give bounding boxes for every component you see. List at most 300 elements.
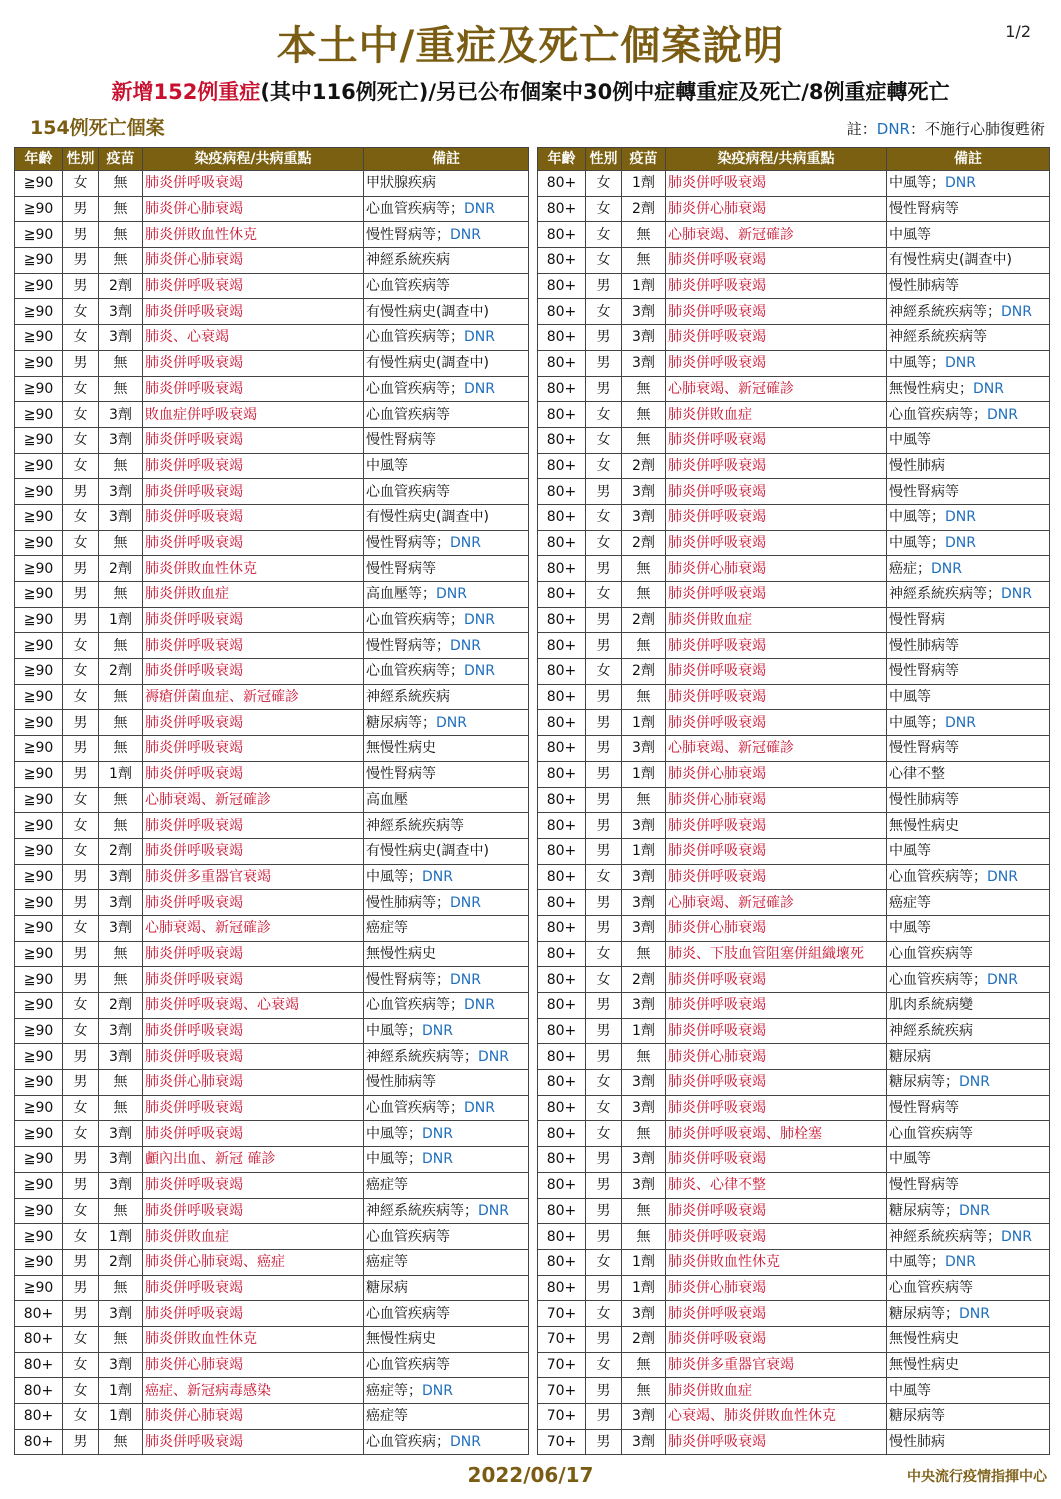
- cell-age-text: 70+: [546, 1434, 577, 1451]
- cell-remark-text: 神經系統疾病: [366, 252, 450, 269]
- cell-remark: [887, 1326, 1050, 1352]
- cell-age-text: 80+: [23, 1382, 54, 1399]
- cell-remark: [887, 1275, 1050, 1301]
- cell-vaccine: [99, 1147, 143, 1173]
- cell-vaccine: [99, 402, 143, 428]
- col-sex: 性別: [586, 148, 622, 171]
- cell-remark: [364, 1121, 529, 1147]
- cell-course: [143, 1378, 364, 1404]
- cell-course-text: 肺炎併心肺衰竭: [668, 1279, 766, 1296]
- cell-vaccine-text: 無: [113, 457, 128, 474]
- cell-vaccine-text: 2劑: [632, 457, 655, 474]
- cell-course-text: 肺炎、心衰竭: [145, 329, 229, 346]
- cell-age-text: 80+: [23, 1305, 54, 1322]
- cell-remark: [887, 1378, 1050, 1404]
- cell-sex: [63, 915, 99, 941]
- cell-vaccine-text: 3劑: [109, 432, 132, 449]
- cell-age-text: ≧90: [23, 226, 54, 243]
- cell-remark-text: 慢性腎病等；: [366, 971, 450, 988]
- table-row: [538, 1198, 1050, 1224]
- dnr-tag: DNR: [450, 1434, 481, 1451]
- cell-sex-text: 女: [73, 175, 88, 192]
- table-row: [538, 684, 1050, 710]
- cell-age-text: 80+: [23, 1331, 54, 1348]
- cell-sex: [63, 684, 99, 710]
- cell-remark: [364, 299, 529, 325]
- cell-course-text: 肺炎併心肺衰竭: [668, 201, 766, 218]
- cell-vaccine: [99, 325, 143, 351]
- cell-course: [143, 479, 364, 505]
- cell-vaccine: [622, 659, 666, 685]
- cell-sex-text: 男: [73, 1074, 88, 1091]
- cell-remark: [364, 684, 529, 710]
- cell-age: [538, 376, 586, 402]
- cell-course: [143, 1018, 364, 1044]
- note-suffix: ：不施行心肺復甦術: [909, 120, 1045, 138]
- table-row: [15, 248, 529, 274]
- cell-course: [666, 967, 887, 993]
- cell-remark-text: 慢性腎病: [889, 612, 945, 629]
- cell-age: [538, 1275, 586, 1301]
- table-row: [15, 299, 529, 325]
- cell-remark-text: 無慢性病史: [889, 1331, 959, 1348]
- col-age: 年齡: [538, 148, 586, 171]
- cell-age-text: 80+: [546, 201, 577, 218]
- cell-age-text: ≧90: [23, 175, 54, 192]
- col-remark: 備註: [364, 148, 529, 171]
- cell-vaccine-text: 3劑: [109, 1356, 132, 1373]
- cell-remark: [887, 1147, 1050, 1173]
- cell-age: [538, 582, 586, 608]
- cell-vaccine: [622, 248, 666, 274]
- cell-sex-text: 男: [73, 355, 88, 372]
- cell-course-text: 肺炎併呼吸衰竭: [145, 894, 243, 911]
- table-row: [15, 761, 529, 787]
- cell-remark: [887, 1121, 1050, 1147]
- cell-remark-text: 心血管疾病等；: [889, 868, 987, 885]
- cell-vaccine: [622, 427, 666, 453]
- cell-remark-text: 有慢性病史(調查中): [366, 509, 489, 526]
- cell-sex-text: 男: [596, 766, 611, 783]
- cell-vaccine-text: 無: [113, 637, 128, 654]
- cell-sex: [63, 1198, 99, 1224]
- cell-sex: [63, 1301, 99, 1327]
- cell-remark: [887, 1095, 1050, 1121]
- cell-vaccine-text: 無: [113, 1331, 128, 1348]
- cell-vaccine-text: 無: [113, 945, 128, 962]
- subtitle-highlight: 新增152例重症: [111, 80, 261, 104]
- cell-sex: [586, 1404, 622, 1430]
- cell-course: [666, 1352, 887, 1378]
- cell-age: [538, 1198, 586, 1224]
- dnr-tag: DNR: [945, 509, 976, 526]
- cell-age-text: 80+: [546, 355, 577, 372]
- cell-age-text: ≧90: [23, 534, 54, 551]
- cell-course: [666, 402, 887, 428]
- cell-course: [143, 1326, 364, 1352]
- cell-remark: [887, 1172, 1050, 1198]
- cell-remark: [887, 736, 1050, 762]
- cell-vaccine-text: 3劑: [632, 868, 655, 885]
- cell-remark: [364, 1249, 529, 1275]
- cell-age: [15, 890, 63, 916]
- cell-sex-text: 男: [596, 1151, 611, 1168]
- cell-remark-text: 癌症等；: [366, 1382, 422, 1399]
- cell-sex: [586, 787, 622, 813]
- cell-age-text: 80+: [546, 997, 577, 1014]
- cell-age-text: ≧90: [23, 1202, 54, 1219]
- table-row: [15, 1172, 529, 1198]
- cell-course-text: 肺炎併呼吸衰竭、肺栓塞: [668, 1125, 822, 1142]
- cell-vaccine-text: 無: [636, 689, 651, 706]
- cell-sex: [63, 171, 99, 197]
- cell-age-text: ≧90: [23, 329, 54, 346]
- table-row: [538, 222, 1050, 248]
- cell-sex: [586, 1326, 622, 1352]
- cell-remark: [364, 659, 529, 685]
- cell-vaccine-text: 無: [636, 1048, 651, 1065]
- cell-course-text: 肺炎併呼吸衰竭: [145, 1202, 243, 1219]
- cell-sex-text: 女: [73, 1202, 88, 1219]
- cell-remark-text: 無慢性病史: [366, 1331, 436, 1348]
- table-row: [15, 1429, 529, 1455]
- cell-sex-text: 女: [596, 201, 611, 218]
- dnr-tag: DNR: [464, 380, 495, 397]
- cell-remark-text: 中風等；: [889, 1254, 945, 1271]
- cell-sex-text: 女: [73, 689, 88, 706]
- cell-age: [538, 1147, 586, 1173]
- cell-age-text: ≧90: [23, 1254, 54, 1271]
- table-row: [15, 1018, 529, 1044]
- cell-remark-text: 神經系統疾病等；: [366, 1202, 478, 1219]
- table-row: [15, 222, 529, 248]
- cell-age-text: 80+: [546, 278, 577, 295]
- cell-vaccine: [622, 1429, 666, 1455]
- cell-vaccine: [99, 684, 143, 710]
- cell-vaccine-text: 無: [113, 791, 128, 808]
- cell-remark: [887, 273, 1050, 299]
- cell-sex-text: 男: [596, 894, 611, 911]
- cell-course: [666, 171, 887, 197]
- cell-sex-text: 男: [73, 1434, 88, 1451]
- cell-course: [666, 1018, 887, 1044]
- dnr-tag: DNR: [422, 1151, 453, 1168]
- cell-age-text: 80+: [546, 509, 577, 526]
- cell-age: [538, 838, 586, 864]
- cell-course: [143, 890, 364, 916]
- cell-remark-text: 慢性腎病等: [366, 432, 436, 449]
- cell-course-text: 心肺衰竭、新冠確診: [668, 894, 794, 911]
- cell-vaccine: [622, 890, 666, 916]
- dnr-tag: DNR: [478, 1048, 509, 1065]
- cell-remark: [887, 171, 1050, 197]
- cell-course: [143, 607, 364, 633]
- cell-course: [666, 813, 887, 839]
- cell-course-text: 肺炎併呼吸衰竭: [145, 483, 243, 500]
- cell-remark: [887, 427, 1050, 453]
- cell-age-text: ≧90: [23, 201, 54, 218]
- cell-sex-text: 女: [73, 406, 88, 423]
- cell-sex: [63, 479, 99, 505]
- cell-vaccine-text: 3劑: [632, 1074, 655, 1091]
- cell-vaccine-text: 無: [113, 740, 128, 757]
- cell-sex-text: 女: [596, 1254, 611, 1271]
- cell-sex-text: 女: [596, 945, 611, 962]
- cell-age-text: ≧90: [23, 714, 54, 731]
- cell-course-text: 心肺衰竭、新冠確診: [668, 226, 794, 243]
- cell-course: [666, 1301, 887, 1327]
- cell-vaccine: [99, 813, 143, 839]
- table-row: [538, 967, 1050, 993]
- cell-vaccine-text: 無: [113, 355, 128, 372]
- cell-vaccine-text: 3劑: [632, 483, 655, 500]
- cell-remark: [364, 838, 529, 864]
- cell-age-text: 80+: [546, 303, 577, 320]
- cell-vaccine: [99, 787, 143, 813]
- cell-sex-text: 女: [73, 432, 88, 449]
- cell-vaccine-text: 無: [113, 175, 128, 192]
- table-body-left: [15, 171, 529, 1455]
- cell-vaccine-text: 3劑: [109, 483, 132, 500]
- cell-course: [143, 659, 364, 685]
- table-row: [538, 171, 1050, 197]
- cell-remark: [364, 890, 529, 916]
- cell-vaccine: [622, 530, 666, 556]
- cell-vaccine: [99, 736, 143, 762]
- cell-course-text: 肺炎併呼吸衰竭: [668, 303, 766, 320]
- cell-remark: [364, 453, 529, 479]
- cell-course: [143, 273, 364, 299]
- subtitle-rest: (其中116例死亡)/另已公布個案中30例中症轉重症及死亡/8例重症轉死亡: [260, 80, 950, 104]
- cell-age-text: 80+: [546, 560, 577, 577]
- cell-vaccine-text: 2劑: [109, 278, 132, 295]
- cell-age: [538, 1378, 586, 1404]
- cell-age-text: 80+: [546, 406, 577, 423]
- table-row: [538, 325, 1050, 351]
- cell-remark-text: 神經系統疾病等: [366, 817, 464, 834]
- cell-vaccine: [622, 582, 666, 608]
- cell-course: [666, 1172, 887, 1198]
- cell-course: [666, 1326, 887, 1352]
- cell-remark-text: 慢性腎病等: [889, 1177, 959, 1194]
- cell-sex-text: 女: [596, 1356, 611, 1373]
- cell-remark-text: 肌肉系統病變: [889, 997, 973, 1014]
- cell-vaccine-text: 1劑: [632, 843, 655, 860]
- cell-course: [143, 633, 364, 659]
- cell-sex-text: 男: [596, 1228, 611, 1245]
- cell-age: [15, 607, 63, 633]
- cell-vaccine-text: 3劑: [109, 1151, 132, 1168]
- cell-vaccine-text: 無: [113, 1074, 128, 1091]
- cell-vaccine: [99, 171, 143, 197]
- cell-course-text: 肺炎併呼吸衰竭: [145, 1305, 243, 1322]
- cell-course: [143, 1070, 364, 1096]
- cell-course: [143, 736, 364, 762]
- cell-vaccine: [622, 1301, 666, 1327]
- cell-course-text: 肺炎併多重器官衰竭: [668, 1356, 794, 1373]
- cell-vaccine-text: 1劑: [632, 1279, 655, 1296]
- cell-vaccine: [99, 1378, 143, 1404]
- table-row: [538, 633, 1050, 659]
- cell-vaccine: [99, 1172, 143, 1198]
- cell-remark: [364, 376, 529, 402]
- table-row: [538, 582, 1050, 608]
- cell-age-text: 80+: [546, 1202, 577, 1219]
- cell-remark-text: 癌症等: [366, 1177, 408, 1194]
- cell-course: [143, 1275, 364, 1301]
- cell-age-text: 80+: [546, 714, 577, 731]
- cell-remark-text: 中風等: [889, 432, 931, 449]
- table-row: [538, 787, 1050, 813]
- cell-sex-text: 女: [596, 1305, 611, 1322]
- cell-vaccine: [99, 993, 143, 1019]
- dnr-tag: DNR: [422, 1382, 453, 1399]
- cell-vaccine: [622, 1018, 666, 1044]
- cell-age: [15, 325, 63, 351]
- cell-vaccine: [99, 1275, 143, 1301]
- cell-sex: [63, 273, 99, 299]
- cell-vaccine-text: 無: [636, 1228, 651, 1245]
- cell-age: [538, 890, 586, 916]
- cell-vaccine: [99, 453, 143, 479]
- cell-course-text: 肺炎併呼吸衰竭: [668, 586, 766, 603]
- cell-age: [538, 1224, 586, 1250]
- cell-sex-text: 女: [596, 663, 611, 680]
- cell-age-text: 80+: [546, 868, 577, 885]
- cell-course-text: 肺炎併呼吸衰竭: [145, 612, 243, 629]
- cell-remark: [887, 582, 1050, 608]
- cell-sex: [586, 376, 622, 402]
- cell-remark-text: 慢性肺病等: [889, 278, 959, 295]
- cell-remark-text: 癌症等: [889, 894, 931, 911]
- cell-age: [538, 222, 586, 248]
- cell-vaccine: [99, 633, 143, 659]
- table-row: [15, 659, 529, 685]
- cell-course: [143, 248, 364, 274]
- cell-sex: [63, 890, 99, 916]
- cell-age-text: 80+: [546, 791, 577, 808]
- cell-age-text: 80+: [546, 920, 577, 937]
- cell-vaccine: [99, 1198, 143, 1224]
- cell-remark: [887, 710, 1050, 736]
- cell-sex: [63, 736, 99, 762]
- cell-course: [666, 864, 887, 890]
- cell-course: [143, 222, 364, 248]
- cell-remark: [887, 967, 1050, 993]
- cell-course: [666, 299, 887, 325]
- dnr-tag: DNR: [450, 226, 481, 243]
- cell-vaccine-text: 3劑: [109, 894, 132, 911]
- table-row: [538, 273, 1050, 299]
- cell-remark: [364, 1404, 529, 1430]
- cell-sex: [586, 607, 622, 633]
- cell-remark: [364, 556, 529, 582]
- cell-age-text: 80+: [546, 637, 577, 654]
- cell-sex-text: 女: [596, 226, 611, 243]
- cell-age: [15, 273, 63, 299]
- cell-course-text: 肺炎併呼吸衰竭: [668, 1434, 766, 1451]
- cell-vaccine-text: 2劑: [632, 534, 655, 551]
- cell-remark: [887, 350, 1050, 376]
- cell-remark-text: 中風等；: [366, 1125, 422, 1142]
- cell-course: [143, 556, 364, 582]
- cell-sex-text: 女: [596, 586, 611, 603]
- dnr-tag: DNR: [464, 329, 495, 346]
- cell-vaccine: [622, 325, 666, 351]
- cell-vaccine: [99, 1070, 143, 1096]
- cell-age: [538, 607, 586, 633]
- cell-course: [666, 915, 887, 941]
- cell-vaccine-text: 1劑: [109, 612, 132, 629]
- cell-age-text: ≧90: [23, 1228, 54, 1245]
- cell-remark-text: 有慢性病史(調查中): [366, 355, 489, 372]
- cell-age-text: 80+: [23, 1434, 54, 1451]
- table-row: [15, 1275, 529, 1301]
- cell-vaccine-text: 2劑: [109, 560, 132, 577]
- cell-remark: [887, 838, 1050, 864]
- cell-remark: [887, 941, 1050, 967]
- table-row: [538, 248, 1050, 274]
- cell-age: [15, 967, 63, 993]
- cell-vaccine-text: 無: [113, 817, 128, 834]
- cell-course-text: 肺炎併心肺衰竭: [668, 920, 766, 937]
- cell-vaccine-text: 1劑: [632, 766, 655, 783]
- table-row: [538, 1044, 1050, 1070]
- cell-course: [666, 787, 887, 813]
- cell-course-text: 肺炎併心肺衰竭、癌症: [145, 1254, 285, 1271]
- cell-age: [15, 453, 63, 479]
- cell-course: [143, 350, 364, 376]
- cell-age-text: ≧90: [23, 971, 54, 988]
- cell-vaccine: [622, 1249, 666, 1275]
- cell-vaccine: [99, 864, 143, 890]
- dnr-tag: DNR: [945, 534, 976, 551]
- cell-vaccine: [622, 196, 666, 222]
- cell-vaccine: [99, 1326, 143, 1352]
- cell-vaccine-text: 無: [636, 637, 651, 654]
- cell-remark: [364, 273, 529, 299]
- cell-vaccine-text: 1劑: [109, 1408, 132, 1425]
- table-row: [538, 993, 1050, 1019]
- cell-remark: [887, 607, 1050, 633]
- cell-remark-text: 心血管疾病等；: [366, 329, 464, 346]
- cell-age: [15, 1018, 63, 1044]
- cell-course: [666, 941, 887, 967]
- cell-course-text: 癌症、新冠病毒感染: [145, 1382, 271, 1399]
- cell-vaccine: [622, 1095, 666, 1121]
- cell-sex-text: 女: [73, 920, 88, 937]
- cell-sex-text: 女: [73, 457, 88, 474]
- cell-sex: [63, 1121, 99, 1147]
- cell-sex-text: 女: [73, 1382, 88, 1399]
- cell-age: [538, 504, 586, 530]
- cell-vaccine-text: 3劑: [632, 1434, 655, 1451]
- cell-remark: [887, 813, 1050, 839]
- cell-age: [15, 1352, 63, 1378]
- cell-sex-text: 女: [73, 791, 88, 808]
- cell-age: [15, 556, 63, 582]
- cell-course: [666, 248, 887, 274]
- cell-course: [143, 530, 364, 556]
- cell-vaccine-text: 無: [636, 586, 651, 603]
- cell-vaccine-text: 無: [636, 226, 651, 243]
- cell-vaccine: [99, 915, 143, 941]
- cell-vaccine-text: 3劑: [632, 329, 655, 346]
- cell-remark: [887, 684, 1050, 710]
- cell-age: [15, 1378, 63, 1404]
- cell-sex-text: 女: [73, 1125, 88, 1142]
- cell-age-text: 80+: [546, 766, 577, 783]
